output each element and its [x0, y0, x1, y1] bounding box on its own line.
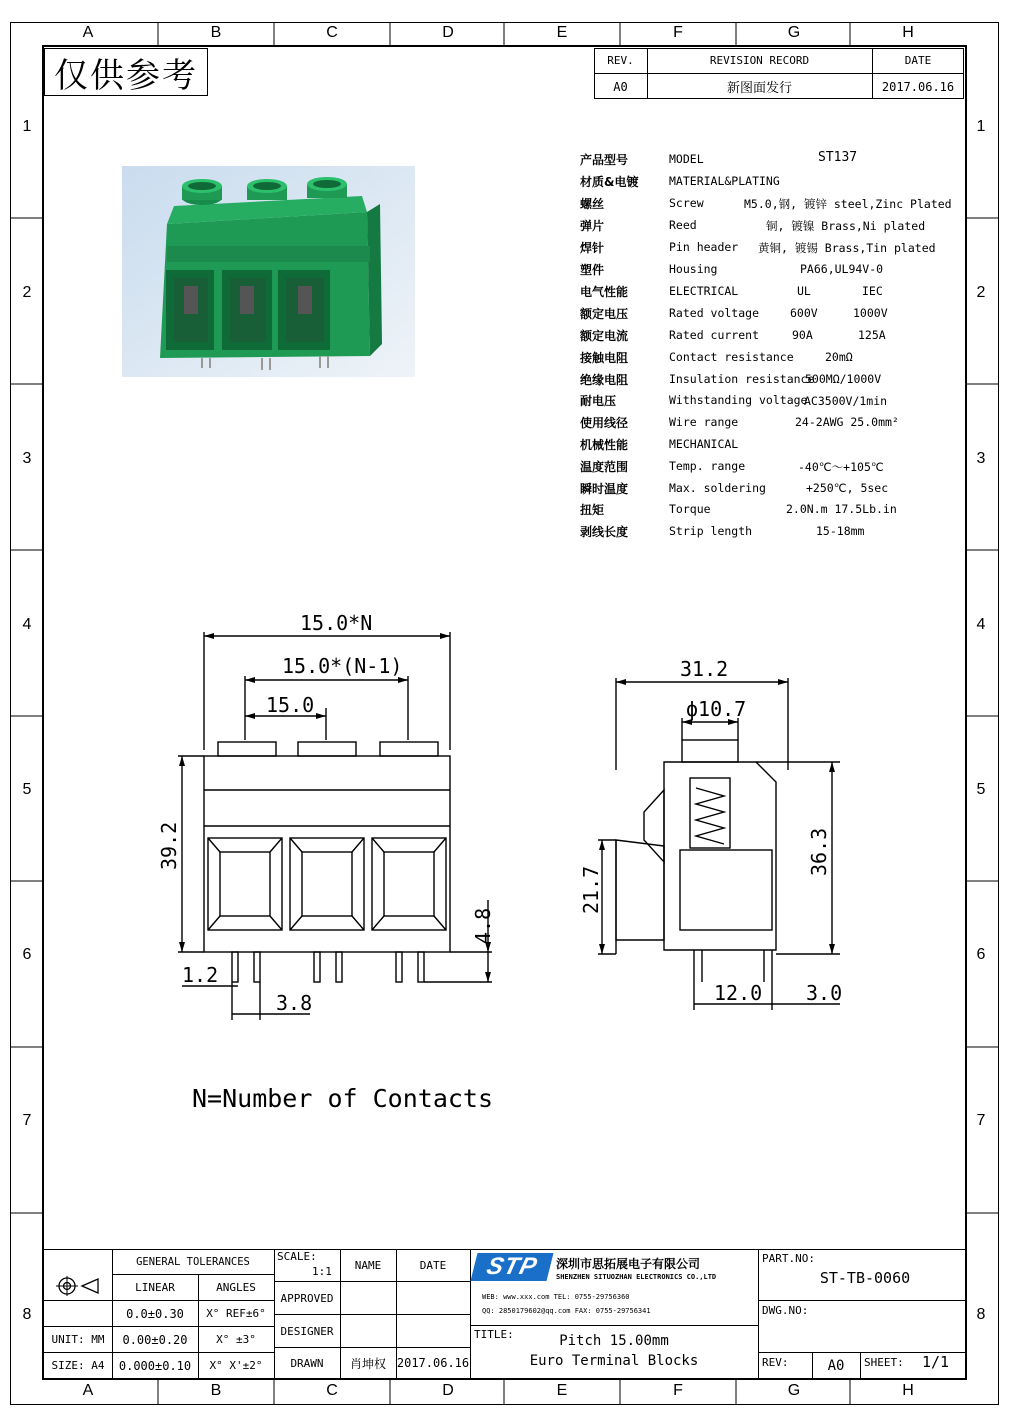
- zone-label: C: [326, 24, 338, 41]
- dim-pin-spacing: 3.8: [276, 991, 313, 1015]
- dim-pin-offset: 4.8: [471, 907, 495, 944]
- zone-label: A: [82, 1382, 94, 1399]
- dim-height: 39.2: [157, 821, 181, 870]
- dim-n-minus-1: 15.0*(N-1): [282, 654, 403, 678]
- angles-header: ANGLES: [216, 1281, 256, 1294]
- reference-stamp: 仅供参考: [44, 48, 208, 96]
- spec-label-en: MECHANICAL: [669, 437, 739, 451]
- zone-label: F: [673, 1382, 683, 1399]
- spec-label-cn: 螺丝: [580, 197, 605, 211]
- spec-label-en: Housing: [669, 262, 718, 276]
- product-photo: [122, 166, 415, 377]
- zone-label: 5: [22, 781, 32, 798]
- title-label: TITLE:: [474, 1328, 514, 1341]
- spec-value: 125A: [858, 328, 886, 342]
- spec-label-cn: 温度范围: [580, 460, 629, 474]
- spec-label-cn: 弹片: [580, 219, 605, 233]
- angle-tol-2: X° ±3°: [216, 1333, 256, 1346]
- general-tolerances-header: GENERAL TOLERANCES: [136, 1255, 250, 1268]
- date-col-header: DATE: [419, 1258, 447, 1272]
- dim-pin-width: 1.2: [182, 963, 219, 987]
- spec-value: PA66,UL94V-0: [800, 262, 884, 276]
- zone-label: G: [787, 1382, 801, 1399]
- record-header: REVISION RECORD: [709, 54, 810, 67]
- zone-label: D: [442, 24, 454, 41]
- spec-label-en: Rated voltage: [669, 306, 760, 320]
- zone-label: C: [326, 1382, 338, 1399]
- zone-label: 6: [22, 946, 32, 963]
- spec-value: 24-2AWG 25.0mm²: [795, 415, 899, 429]
- zone-label: 4: [976, 616, 986, 633]
- spec-label-en: Max. soldering: [669, 481, 766, 495]
- dim-pin-row: 12.0: [714, 981, 763, 1005]
- zone-label: H: [902, 1382, 914, 1399]
- zone-label: E: [556, 24, 568, 41]
- spec-value: 600V: [790, 306, 818, 320]
- zone-label: 7: [22, 1112, 32, 1129]
- spec-label-en: Wire range: [669, 415, 739, 429]
- company-name-en: SHENZHEN SITUOZHAN ELECTRONICS CO.,LTD: [556, 1273, 717, 1281]
- side-view-drawing: [580, 650, 850, 1020]
- linear-tol-3: 0.000±0.10: [118, 1358, 192, 1373]
- date-header: DATE: [904, 54, 932, 67]
- spec-value: ST137: [818, 150, 858, 165]
- spec-label-en: Rated current: [669, 328, 760, 342]
- approved-label: APPROVED: [280, 1291, 334, 1305]
- dim-pitch: 15.0: [266, 693, 315, 717]
- spec-label-en: MODEL: [669, 152, 704, 166]
- spec-value: +250℃, 5sec: [806, 481, 889, 495]
- dim-pin-end: 3.0: [806, 981, 843, 1005]
- spec-label-cn: 使用线径: [580, 416, 629, 430]
- rev-value: A0: [613, 79, 628, 94]
- part-no-label: PART.NO:: [762, 1252, 815, 1265]
- zone-label: 3: [22, 450, 32, 467]
- scale-label: SCALE:: [277, 1250, 317, 1263]
- dwg-no-label: DWG.NO:: [762, 1304, 809, 1317]
- dim-depth: 31.2: [680, 657, 729, 681]
- zone-label: A: [82, 24, 94, 41]
- drawn-date: 2017.06.16: [396, 1356, 470, 1370]
- zone-label: 4: [22, 616, 32, 633]
- spec-label-en: Strip length: [669, 524, 753, 538]
- spec-label-en: Withstanding voltage: [669, 393, 808, 407]
- spec-label-cn: 剥线长度: [580, 525, 629, 539]
- spec-label-cn: 瞬时温度: [580, 482, 629, 496]
- zone-label: B: [210, 24, 222, 41]
- spec-value: 20mΩ: [825, 350, 853, 364]
- company-logo: STP: [471, 1253, 554, 1281]
- zone-label: F: [673, 24, 683, 41]
- spec-value: 铜, 镀镍 Brass,Ni plated: [766, 219, 926, 233]
- contacts-note: N=Number of Contacts: [192, 1084, 494, 1113]
- company-name-cn: 深圳市思拓展电子有限公司: [556, 1257, 701, 1271]
- size-label: SIZE: A4: [51, 1359, 105, 1372]
- zone-label: G: [787, 24, 801, 41]
- linear-tol-1: 0.0±0.30: [126, 1306, 184, 1321]
- dim-screw-dia: ϕ10.7: [686, 697, 747, 721]
- rev-header: REV.: [607, 54, 634, 67]
- spec-value: AC3500V/1min: [804, 394, 888, 408]
- spec-value: 90A: [792, 328, 813, 342]
- front-view-drawing: [157, 600, 500, 1030]
- zone-label: 2: [22, 284, 32, 301]
- angle-tol-3: X° X'±2°: [209, 1359, 263, 1372]
- zone-label: 5: [976, 781, 986, 798]
- projection-symbol-icon: [54, 1274, 104, 1298]
- title-line-2: Euro Terminal Blocks: [529, 1353, 699, 1369]
- drawn-name: 肖坤权: [349, 1356, 386, 1371]
- title-line-1: Pitch 15.00mm: [559, 1333, 669, 1349]
- scale-value: 1:1: [312, 1265, 332, 1278]
- spec-label-en: Screw: [669, 196, 704, 210]
- zone-label: B: [210, 1382, 222, 1399]
- spec-value: 1000V: [853, 306, 888, 320]
- record-value: 新图面发行: [726, 81, 792, 96]
- dim-side-low: 21.7: [579, 865, 603, 914]
- spec-label-cn: 扭矩: [580, 503, 605, 517]
- spec-value: 黄铜, 镀锡 Brass,Tin plated: [758, 241, 936, 255]
- zone-label: 1: [976, 118, 986, 135]
- zone-label: 1: [22, 118, 32, 135]
- spec-label-cn: 接触电阻: [580, 351, 629, 365]
- spec-value: IEC: [862, 284, 883, 298]
- spec-label-en: Insulation resistance: [669, 372, 815, 386]
- spec-value: UL: [797, 284, 811, 298]
- spec-label-cn: 耐电压: [580, 394, 617, 408]
- spec-label-cn: 材质&电镀: [580, 175, 639, 189]
- rev-value-tb: A0: [827, 1357, 845, 1374]
- spec-label-cn: 额定电流: [580, 329, 629, 343]
- spec-label-cn: 电气性能: [580, 285, 629, 299]
- zone-label: 8: [976, 1306, 986, 1323]
- spec-label-en: Pin header: [669, 240, 739, 254]
- designer-label: DESIGNER: [280, 1324, 334, 1338]
- spec-label-cn: 机械性能: [580, 438, 629, 452]
- linear-tol-2: 0.00±0.20: [122, 1332, 188, 1347]
- spec-value: 2.0N.m 17.5Lb.in: [786, 502, 897, 516]
- spec-label-cn: 额定电压: [580, 307, 629, 321]
- linear-header: LINEAR: [135, 1281, 175, 1294]
- spec-label-en: Reed: [669, 218, 697, 232]
- spec-value: 15-18mm: [816, 524, 865, 538]
- name-header: NAME: [354, 1258, 382, 1272]
- spec-label-cn: 绝缘电阻: [580, 373, 629, 387]
- spec-value: -40℃～+105℃: [798, 460, 884, 474]
- date-value: 2017.06.16: [881, 79, 955, 94]
- zone-label: H: [902, 24, 914, 41]
- spec-label-cn: 塑件: [580, 263, 605, 277]
- spec-value: 500MΩ/1000V: [805, 372, 882, 386]
- part-no-value: ST-TB-0060: [819, 1269, 911, 1287]
- company-contact-1: WEB: www.xxx.com TEL: 0755-29756360: [482, 1293, 630, 1301]
- zone-label: D: [442, 1382, 454, 1399]
- zone-label: 2: [976, 284, 986, 301]
- zone-label: 6: [976, 946, 986, 963]
- company-contact-2: QQ: 2850179602@qq.com FAX: 0755-29756341: [482, 1307, 651, 1315]
- angle-tol-1: X° REF±6°: [206, 1307, 266, 1320]
- unit-label: UNIT: MM: [51, 1333, 105, 1346]
- spec-label-cn: 焊针: [580, 241, 605, 255]
- zone-label: E: [556, 1382, 568, 1399]
- spec-label-en: Torque: [669, 502, 711, 516]
- spec-label-en: MATERIAL&PLATING: [669, 174, 780, 188]
- dim-side-height: 36.3: [807, 827, 831, 876]
- drawn-label: DRAWN: [290, 1356, 324, 1370]
- dim-total: 15.0*N: [300, 611, 373, 635]
- zone-label: 3: [976, 450, 986, 467]
- spec-label-en: Contact resistance: [669, 350, 794, 364]
- rev-label: REV:: [762, 1356, 789, 1369]
- spec-label-en: ELECTRICAL: [669, 284, 739, 298]
- spec-value: M5.0,钢, 镀锌 steel,Zinc Plated: [744, 197, 952, 211]
- spec-label-cn: 产品型号: [580, 153, 629, 167]
- sheet-label: SHEET:: [864, 1356, 904, 1369]
- zone-label: 8: [22, 1306, 32, 1323]
- sheet-value: 1/1: [922, 1353, 950, 1371]
- spec-label-en: Temp. range: [669, 459, 746, 473]
- zone-label: 7: [976, 1112, 986, 1129]
